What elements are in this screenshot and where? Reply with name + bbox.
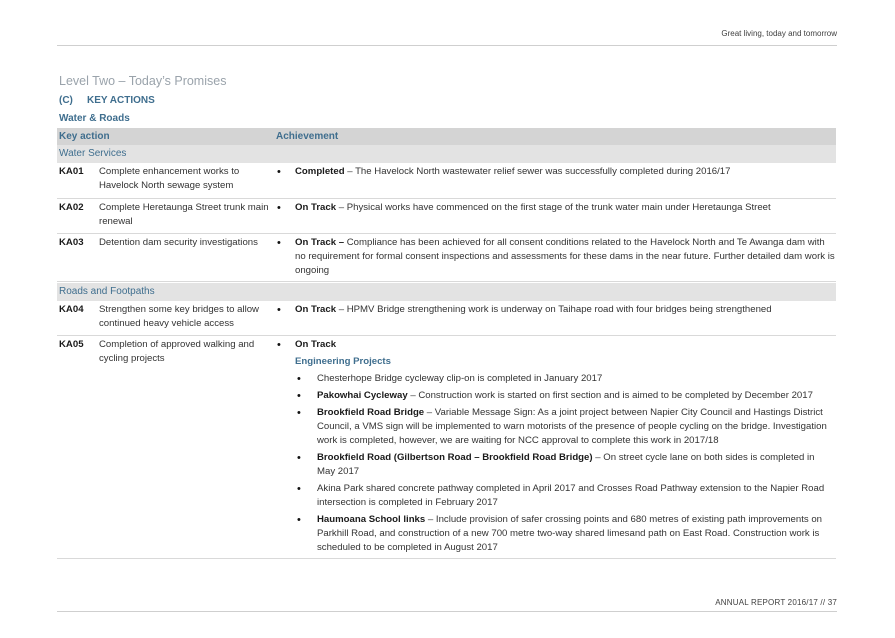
achievement-text: – The Havelock North wastewater relief sewer was successfully completed during 2016/17 (344, 166, 731, 177)
action-text: Detention dam security investigations (99, 237, 258, 248)
list-item (295, 482, 835, 510)
action-code: KA04 (59, 304, 84, 315)
item-bold: Pakowhai Cycleway (317, 390, 408, 401)
category-label: Water Services (59, 148, 127, 159)
table-row (57, 236, 836, 282)
status-label: On Track – (295, 237, 345, 248)
action-text: Complete Heretaunga Street trunk main renewal (99, 202, 269, 227)
category-row (57, 145, 836, 163)
status-label: On Track (295, 202, 337, 213)
achievement-cell (295, 201, 835, 215)
col-header-action: Key action (59, 131, 110, 142)
item-text: Akina Park shared concrete pathway completed in April 2017 and Crosses Road Pathway extension to the Napier Road intersection is completed in February 2017 (317, 483, 825, 508)
achievement-cell (295, 236, 835, 278)
item-text: Chesterhope Bridge cycleway clip-on is completed in January 2017 (317, 373, 603, 384)
status-label: On Track (295, 304, 337, 315)
category-label: Roads and Footpaths (59, 286, 155, 297)
key-actions-heading (59, 95, 155, 106)
action-text: Strengthen some key bridges to allow continued heavy vehicle access (99, 304, 259, 329)
section-heading: KEY ACTIONS (87, 95, 155, 106)
action-code: KA02 (59, 202, 84, 213)
list-item (295, 389, 835, 403)
achievement-cell (295, 165, 835, 179)
header-rule (57, 45, 837, 46)
action-code: KA05 (59, 339, 84, 350)
table-row (57, 165, 836, 199)
list-item (295, 406, 835, 448)
list-item (295, 513, 835, 555)
achievement-cell (295, 303, 835, 317)
list-item (295, 372, 835, 386)
action-text: Completion of approved walking and cycling projects (99, 339, 255, 364)
footer-page-label: ANNUAL REPORT 2016/17 // 37 (715, 598, 837, 607)
table-row (57, 303, 836, 336)
achievement-text: – Physical works have commenced on the first stage of the trunk water main under Heretaunga Street (336, 202, 771, 213)
item-text: – Variable Message Sign: As a joint project between Napier City Council and Hastings District Council, a VMS sign will be implemented to warn motorists of the presence of people cycling on the bridge. Investigation work is completed, however, we are waiting for NCC approval to complete this work in 2017/18 (317, 407, 827, 446)
action-text: Complete enhancement works to Havelock North sewage system (99, 166, 240, 191)
footer-rule (57, 611, 837, 612)
achievement-text: Compliance has been achieved for all consent conditions related to the Havelock North and Te Awanga dam with no requirement for formal consent inspections and assessments for these dams in the near future. Further detailed dam work is ongoing (295, 237, 835, 276)
list-item (295, 451, 835, 479)
section-code: (C) (59, 95, 73, 106)
item-text: – On street cycle lane on both sides is completed in May 2017 (317, 452, 815, 477)
table-header (57, 128, 836, 145)
status-label: Completed (295, 166, 345, 177)
table-row (57, 201, 836, 234)
category-row (57, 283, 836, 301)
action-code: KA01 (59, 166, 84, 177)
status-label: On Track (295, 339, 337, 350)
group-title: Water & Roads (59, 113, 130, 124)
item-bold: Brookfield Road (Gilbertson Road – Brookfield Road Bridge) (317, 452, 593, 463)
item-text: – Include provision of safer crossing points and 680 metres of existing path improvements on Parkhill Road, and construction of a new 700 metre two-way shared limesand path on East Road. Construction work is scheduled to be completed in August 2017 (317, 514, 822, 553)
col-header-achievement: Achievement (276, 131, 339, 142)
item-text: – Construction work is started on first section and is aimed to be completed by December 2017 (407, 390, 813, 401)
section-title: Level Two – Today’s Promises (59, 74, 227, 88)
action-code: KA03 (59, 237, 84, 248)
header-tagline: Great living, today and tomorrow (721, 29, 837, 38)
engineering-projects-list (295, 372, 835, 555)
engineering-projects-heading: Engineering Projects (295, 356, 391, 367)
item-bold: Haumoana School links (317, 514, 426, 525)
table-row (57, 338, 836, 559)
achievement-text: – HPMV Bridge strengthening work is underway on Taihape road with four bridges being strengthened (336, 304, 772, 315)
item-bold: Brookfield Road Bridge (317, 407, 425, 418)
achievement-cell (295, 338, 835, 555)
